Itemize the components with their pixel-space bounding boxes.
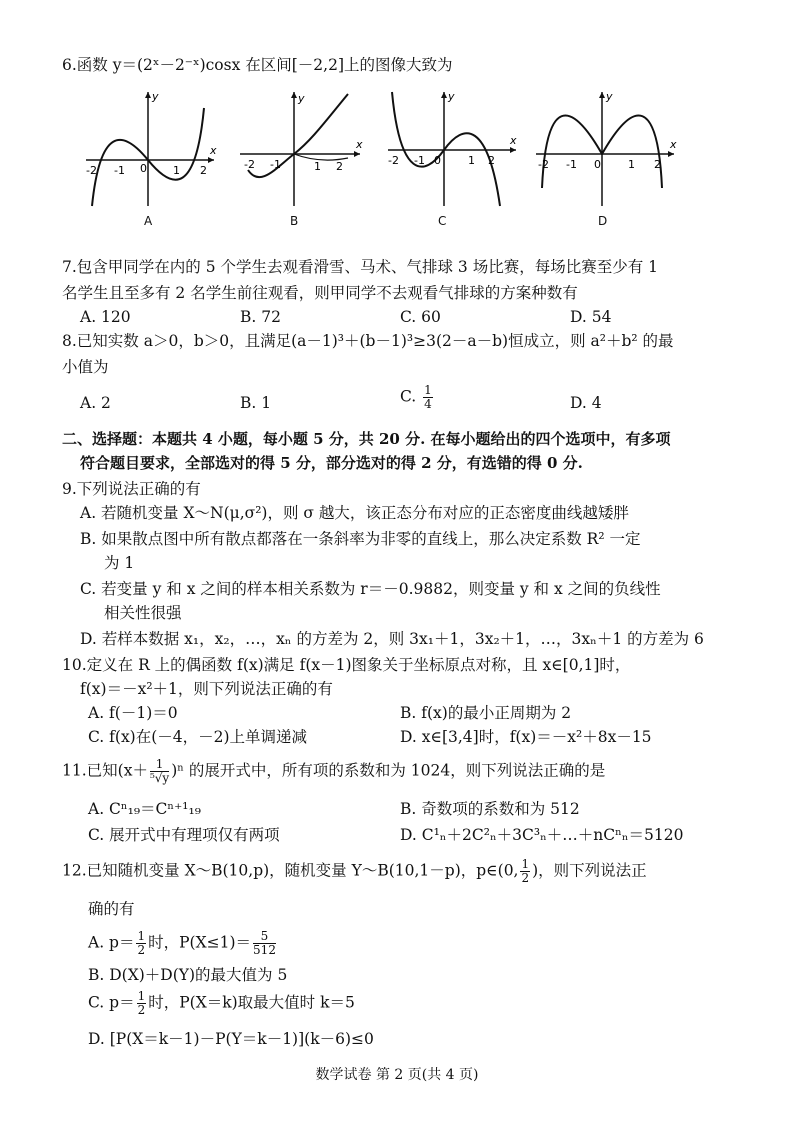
q12-a-text: A. p＝ — [88, 933, 135, 952]
q11-stem-a: 11.已知(x＋ — [62, 761, 148, 780]
y-axis-label: y — [298, 92, 305, 105]
q12-option-b: B. D(X)＋D(Y)的最大值为 5 — [88, 966, 288, 984]
y-axis-label: y — [152, 90, 159, 103]
tick: 1 — [173, 164, 180, 177]
tick: -1 — [270, 158, 281, 171]
q9-stem: 9.下列说法正确的有 — [62, 480, 201, 498]
q11-stem — [62, 758, 605, 785]
q7-option-d: D. 54 — [570, 308, 612, 326]
q7-option-c: C. 60 — [400, 308, 441, 326]
tick: 0 — [594, 158, 601, 171]
q8-option-c-label: C. — [400, 387, 417, 406]
q8-line1: 8.已知实数 a＞0，b＞0，且满足(a－1)³＋(b－1)³≥3(2－a－b)恒成立，则 a²＋b² 的最 — [62, 332, 674, 350]
q10-line2: f(x)＝－x²＋1，则下列说法正确的有 — [80, 680, 333, 698]
q10-option-a: A. f(－1)＝0 — [88, 704, 178, 722]
x-axis-label: x — [210, 144, 217, 157]
y-axis-label: y — [448, 90, 455, 103]
tick: 2 — [488, 154, 495, 167]
q8-option-b: B. 1 — [240, 394, 272, 412]
q11-option-d: D. C¹ₙ＋2C²ₙ＋3C³ₙ＋…＋nCⁿₙ＝5120 — [400, 826, 684, 844]
q9-option-b-line2: 为 1 — [104, 554, 135, 572]
graph-a-label: A — [144, 214, 153, 228]
frac-den: 2 — [137, 943, 146, 957]
x-axis-label: x — [510, 134, 517, 147]
q12-option-a — [88, 930, 278, 957]
frac-den: ⁵√y — [149, 771, 170, 785]
graph-d-label: D — [598, 214, 608, 228]
section2-line2: 符合题目要求，全部选对的得 5 分，部分选对的得 2 分，有选错的得 0 分. — [80, 454, 583, 472]
q11-fraction — [150, 758, 169, 785]
q12-a-fraction — [136, 930, 146, 957]
q7-line2: 名学生且至多有 2 名学生前往观看，则甲同学不去观看气排球的方案种数有 — [62, 284, 578, 302]
frac-den: 512 — [253, 943, 276, 957]
graph-b — [236, 88, 366, 208]
q12-c-text: C. p＝ — [88, 993, 135, 1012]
q12-line1-fraction — [520, 858, 530, 885]
tick: 2 — [654, 158, 661, 171]
q12-line1 — [62, 858, 647, 885]
q8-option-c — [400, 384, 435, 411]
y-axis-label: y — [606, 90, 613, 103]
frac-num: 1 — [137, 929, 146, 943]
q11-option-b: B. 奇数项的系数和为 512 — [400, 800, 580, 818]
tick: 2 — [200, 164, 207, 177]
tick: -1 — [114, 164, 125, 177]
q9-option-d: D. 若样本数据 x₁，x₂，…，xₙ 的方差为 2，则 3x₁＋1，3x₂＋1，…，3xₙ＋1 的方差为 6 — [80, 630, 704, 648]
frac-den: 4 — [424, 397, 432, 411]
tick: 1 — [314, 160, 321, 173]
q9-option-b-line1: B. 如果散点图中所有散点都落在一条斜率为非零的直线上，那么决定系数 R² 一定 — [80, 530, 641, 548]
q11-stem-b: )ⁿ 的展开式中，所有项的系数和为 1024，则下列说法正确的是 — [171, 761, 606, 780]
frac-num: 1 — [137, 989, 146, 1003]
q8-option-d: D. 4 — [570, 394, 602, 412]
q7-option-a: A. 120 — [80, 308, 131, 326]
q8-option-a: A. 2 — [80, 394, 111, 412]
tick: -1 — [566, 158, 577, 171]
q8-option-c-fraction — [423, 384, 433, 411]
x-axis-label: x — [670, 138, 677, 151]
q11-option-c: C. 展开式中有理项仅有两项 — [88, 826, 280, 844]
q12-line2: 确的有 — [88, 900, 135, 918]
q12-c-fraction — [137, 990, 147, 1017]
q12-a-fraction2 — [253, 930, 276, 957]
q12-a-text-b: 时，P(X≤1)＝ — [148, 933, 252, 952]
x-axis-label: x — [356, 138, 363, 151]
tick: 1 — [628, 158, 635, 171]
tick: -2 — [244, 158, 255, 171]
graph-c-label: C — [438, 214, 447, 228]
section2-line1: 二、选择题：本题共 4 小题，每小题 5 分，共 20 分. 在每小题给出的四个选项中，有多项 — [62, 430, 671, 448]
q12-option-c — [88, 990, 355, 1017]
q7-option-b: B. 72 — [240, 308, 281, 326]
tick: 0 — [140, 162, 147, 175]
q8-line2: 小值为 — [62, 358, 109, 376]
graph-a — [82, 88, 222, 208]
frac-den: 2 — [137, 1003, 146, 1017]
tick: 2 — [336, 160, 343, 173]
tick: -2 — [86, 164, 97, 177]
graph-b-label: B — [290, 214, 299, 228]
q12-line1-end: )，则下列说法正 — [532, 861, 647, 880]
graph-c — [384, 88, 524, 208]
q12-c-text-b: 时，P(X＝k)取最大值时 k＝5 — [148, 993, 355, 1012]
q12-line1-a: 12.已知随机变量 X～B(10,p)，随机变量 Y～B(10,1－p)，p∈(0, — [62, 861, 519, 880]
page-footer: 数学试卷 第 2 页(共 4 页) — [315, 1067, 479, 1083]
q6-stem: 6.函数 y＝(2ˣ－2⁻ˣ)cosx 在区间[－2,2]上的图像大致为 — [62, 56, 453, 74]
frac-num: 1 — [521, 857, 530, 871]
q9-option-c-line1: C. 若变量 y 和 x 之间的样本相关系数为 r＝－0.9882，则变量 y 和 x 之间的负线性 — [80, 580, 661, 598]
q12-option-d: D. [P(X＝k－1)－P(Y＝k－1)](k－6)≤0 — [88, 1030, 374, 1048]
graph-d — [532, 88, 682, 208]
q10-option-b: B. f(x)的最小正周期为 2 — [400, 704, 572, 722]
q9-option-c-line2: 相关性很强 — [104, 604, 182, 622]
tick: -1 — [414, 154, 425, 167]
tick: -2 — [538, 158, 549, 171]
frac-num: 1 — [150, 758, 169, 772]
tick: 0 — [434, 154, 441, 167]
tick: -2 — [388, 154, 399, 167]
frac-num: 5 — [253, 930, 276, 944]
q11-option-a: A. Cⁿ₁₉＝Cⁿ⁺¹₁₉ — [88, 800, 201, 818]
q9-option-a: A. 若随机变量 X～N(μ,σ²)，则 σ 越大，该正态分布对应的正态密度曲线越矮胖 — [80, 504, 629, 522]
q7-line1: 7.包含甲同学在内的 5 个学生去观看滑雪、马术、气排球 3 场比赛，每场比赛至少有 1 — [62, 258, 659, 276]
q10-option-d: D. x∈[3,4]时，f(x)＝－x²＋8x－15 — [400, 728, 652, 746]
tick: 1 — [468, 154, 475, 167]
q10-option-c: C. f(x)在(－4，－2)上单调递减 — [88, 728, 308, 746]
frac-num: 1 — [424, 383, 432, 397]
frac-den: 2 — [521, 871, 530, 885]
q10-line1: 10.定义在 R 上的偶函数 f(x)满足 f(x－1)图象关于坐标原点对称，且 x∈[0,1]时， — [62, 656, 631, 674]
